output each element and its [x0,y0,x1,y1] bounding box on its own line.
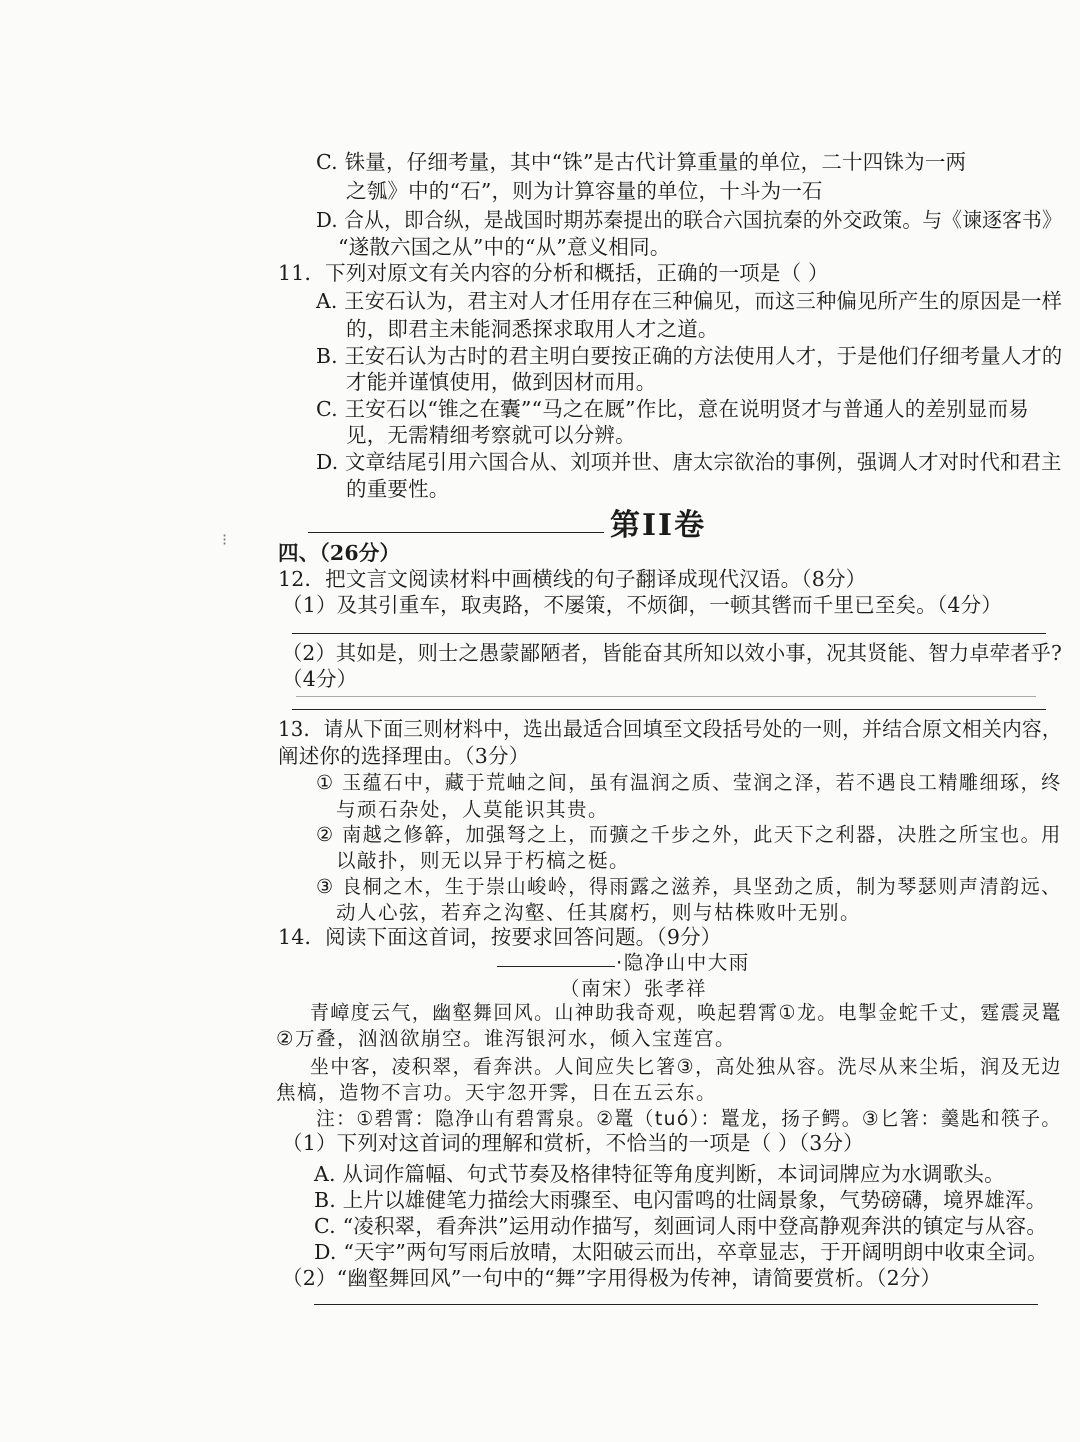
volume-title-rule [308,532,604,533]
q10-option-c-line2: 之瓠》中的“石”，则为计算容量的单位，十斗为一石 [346,179,823,203]
q12-part2-answer-line-faint [296,696,1036,697]
q12-part2-line2: （4分） [282,667,358,691]
volume-title: 第II卷 [610,508,707,543]
q14-sub1-stem: （1）下列对这首词的理解和赏析，不恰当的一项是（ ）（3分） [282,1131,864,1155]
q11-option-d-line2: 的重要性。 [346,477,450,501]
poem-line-2: ②万叠，汹汹欲崩空。谁泻银河水，倾入宝莲宫。 [276,1027,736,1050]
q13-material-3-line2: 动人心弦，若弃之沟壑、任其腐朽，则与枯株败叶无别。 [336,901,862,924]
q10-option-d-line1: D. 合从，即合纵，是战国时期苏秦提出的联合六国抗秦的外交政策。与《谏逐客书》 [316,208,1062,232]
poem-line-1: 青嶂度云气，幽壑舞回风。山神助我奇观，唤起碧霄①龙。电掣金蛇千丈，霆震灵鼍 [310,1001,1062,1024]
q14-sub2-stem: （2）“幽壑舞回风”一句中的“舞”字用得极为传神，请简要赏析。（2分） [282,1266,942,1290]
section-four-heading: 四、（26分） [278,541,401,565]
q12-part2-answer-line [292,709,1046,710]
q12-part2-line1: （2）其如是，则士之愚蒙鄙陋者，皆能奋其所知以效小事，况其贤能、智力卓荦者乎? [282,641,1063,665]
q11-option-d-line1: D. 文章结尾引用六国合从、刘项并世、唐太宗欲治的事例，强调人才对时代和君主 [316,450,1062,474]
q14-stem: 14．阅读下面这首词，按要求回答问题。（9分） [278,925,722,949]
poem-title-blank [497,966,615,967]
q12-part1-answer-line [292,633,1046,634]
q13-material-1-line2: 与顽石杂处，人莫能识其贵。 [336,798,610,821]
q14-option-b: B. 上片以雄健笔力描绘大雨骤至、电闪雷鸣的壮阔景象，气势磅礴，境界雄浑。 [314,1188,1047,1212]
poem-line-3: 坐中客，凌积翠，看奔洪。人间应失匕箸③，高处独从容。洗尽从来尘垢，润及无边 [310,1055,1062,1078]
q14-sub2-answer-line [314,1304,1038,1305]
q12-part1: （1）及其引重车，取夷路，不屡策，不烦御，一顿其辔而千里已至矣。（4分） [282,593,1003,617]
poem-author: （南宋）张孝祥 [560,977,708,1000]
q11-option-c-line1: C. 王安石以“锥之在囊”“马之在厩”作比，意在说明贤才与普通人的差别显而易 [316,397,1030,421]
q10-option-c-line1: C. 铢量，仔细考量，其中“铢”是古代计算重量的单位，二十四铢为一两 [316,150,967,174]
q13-material-3-line1: ③ 良桐之木，生于崇山峻岭，得雨露之滋养，具坚劲之质，制为琴瑟则声清韵远、 [316,875,1062,898]
scan-mark: ⁝ [222,530,228,549]
poem-line-4: 焦槁，造物不言功。天宇忽开霁，日在五云东。 [276,1081,718,1104]
poem-title: ·隐净山中大雨 [616,951,750,974]
q14-option-c: C. “凌积翠，看奔洪”运用动作描写，刻画词人雨中登高静观奔洪的镇定与从容。 [314,1214,1048,1238]
q13-stem-line2: 阐述你的选择理由。（3分） [278,744,530,768]
q11-option-a-line2: 的，即君主未能洞悉探求取用人才之道。 [346,317,719,341]
q11-stem: 11．下列对原文有关内容的分析和概括，正确的一项是（ ） [278,261,829,285]
q13-material-1-line1: ① 玉蕴石中，藏于荒岫之间，虽有温润之质、莹润之泽，若不遇良工精雕细琢，终 [316,771,1062,794]
q14-option-d: D. “天宇”两句写雨后放晴，太阳破云而出，卒章显志，于开阔明朗中收束全词。 [314,1240,1048,1264]
q11-option-b-line1: B. 王安石认为古时的君主明白要按正确的方法使用人才，于是他们仔细考量人才的 [316,344,1063,368]
q11-option-c-line2: 见，无需精细考察就可以分辨。 [346,423,636,447]
q11-option-a-line1: A. 王安石认为，君主对人才任用存在三种偏见，而这三种偏见所产生的原因是一样 [316,289,1063,313]
q14-option-a: A. 从词作篇幅、句式节奏及格律特征等角度判断，本词词牌应为水调歌头。 [314,1162,1005,1186]
q12-stem: 12．把文言文阅读材料中画横线的句子翻译成现代汉语。（8分） [278,567,867,591]
q13-material-2-line1: ② 南越之修簳，加强弩之上，而彍之千步之外，此天下之利器，决胜之所宝也。用 [316,823,1062,846]
q11-option-b-line2: 才能并谨慎使用，做到因材而用。 [346,370,657,394]
q13-material-2-line2: 以敲扑，则无以异于朽槁之梃。 [336,849,631,872]
q13-stem-line1: 13．请从下面三则材料中，选出最适合回填至文段括号处的一则，并结合原文相关内容， [278,717,1062,741]
q10-option-d-line2: “遂散六国之从”中的“从”意义相同。 [338,235,671,259]
poem-notes: 注：①碧霄：隐净山有碧霄泉。②鼍（tuó）：鼍龙，扬子鳄。③匕箸：羹匙和筷子。 [316,1107,1062,1130]
